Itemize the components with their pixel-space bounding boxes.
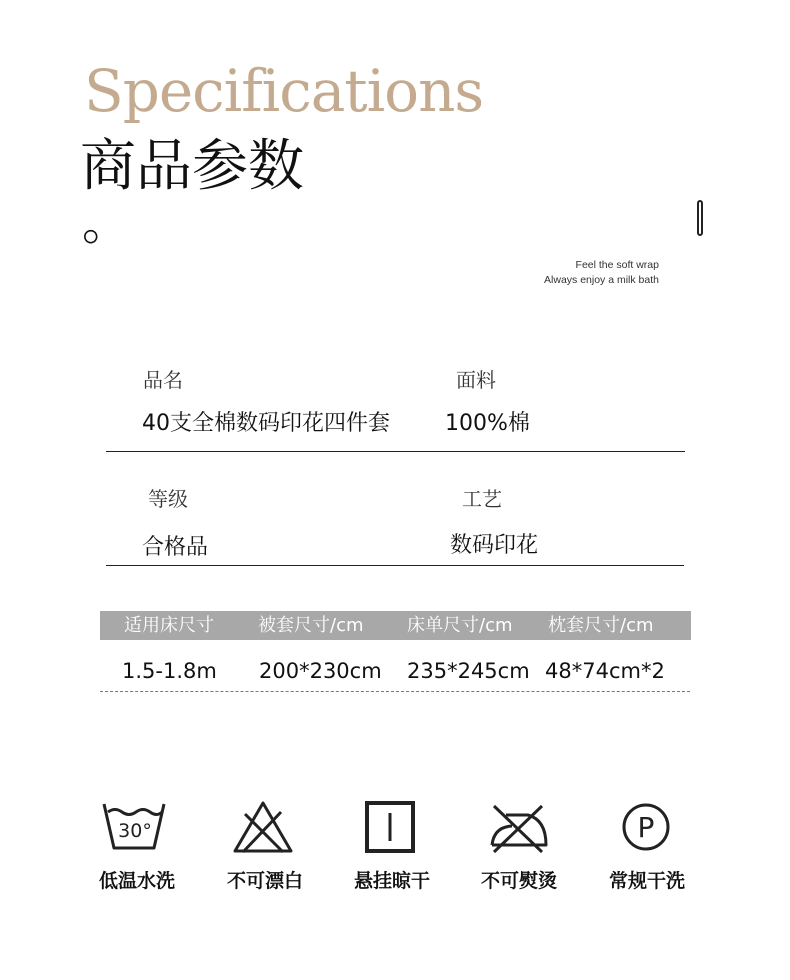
dry-clean-p-icon [614, 800, 678, 856]
td-duvet-size: 200*230cm [259, 659, 382, 683]
table-divider [100, 691, 690, 692]
craft-label: 工艺 [462, 487, 502, 511]
th-bed-size: 适用床尺寸 [124, 615, 214, 636]
th-pillowcase-size: 枕套尺寸/cm [548, 615, 654, 636]
hang-dry-icon [358, 800, 422, 856]
care-label-wash: 低温水洗 [98, 870, 175, 892]
fabric-value: 100%棉 [445, 411, 530, 436]
decorative-bar [697, 200, 703, 236]
title-chinese: 商品参数 [80, 134, 304, 199]
no-iron-icon [486, 800, 550, 856]
care-label-dryclean: 常规干洗 [608, 870, 685, 892]
td-sheet-size: 235*245cm [407, 659, 530, 683]
fabric-label: 面料 [456, 368, 496, 392]
care-label-dry: 悬挂晾干 [353, 870, 430, 892]
care-label-iron: 不可熨烫 [480, 870, 557, 892]
care-label-bleach: 不可漂白 [226, 870, 303, 892]
dry-clean-letter: P [637, 811, 655, 844]
grade-value: 合格品 [142, 535, 209, 560]
grade-label: 等级 [148, 487, 188, 511]
wash-30-icon [102, 800, 166, 856]
divider-1 [106, 451, 685, 452]
product-name-value: 40支全棉数码印花四件套 [142, 411, 390, 436]
wash-temp-text: 30° [118, 820, 152, 842]
tagline-2: Always enjoy a milk bath [544, 274, 659, 286]
divider-2 [106, 565, 684, 566]
title-english: Specifications [84, 57, 484, 125]
craft-value: 数码印花 [450, 533, 539, 558]
td-pillowcase-size: 48*74cm*2 [545, 659, 665, 683]
no-bleach-icon [231, 800, 295, 856]
tagline-1: Feel the soft wrap [575, 259, 659, 271]
th-duvet-size: 被套尺寸/cm [258, 615, 364, 636]
th-sheet-size: 床单尺寸/cm [407, 615, 513, 636]
product-name-label: 品名 [143, 368, 183, 392]
title-dot: 。 [82, 195, 131, 251]
td-bed-size: 1.5-1.8m [122, 659, 217, 683]
